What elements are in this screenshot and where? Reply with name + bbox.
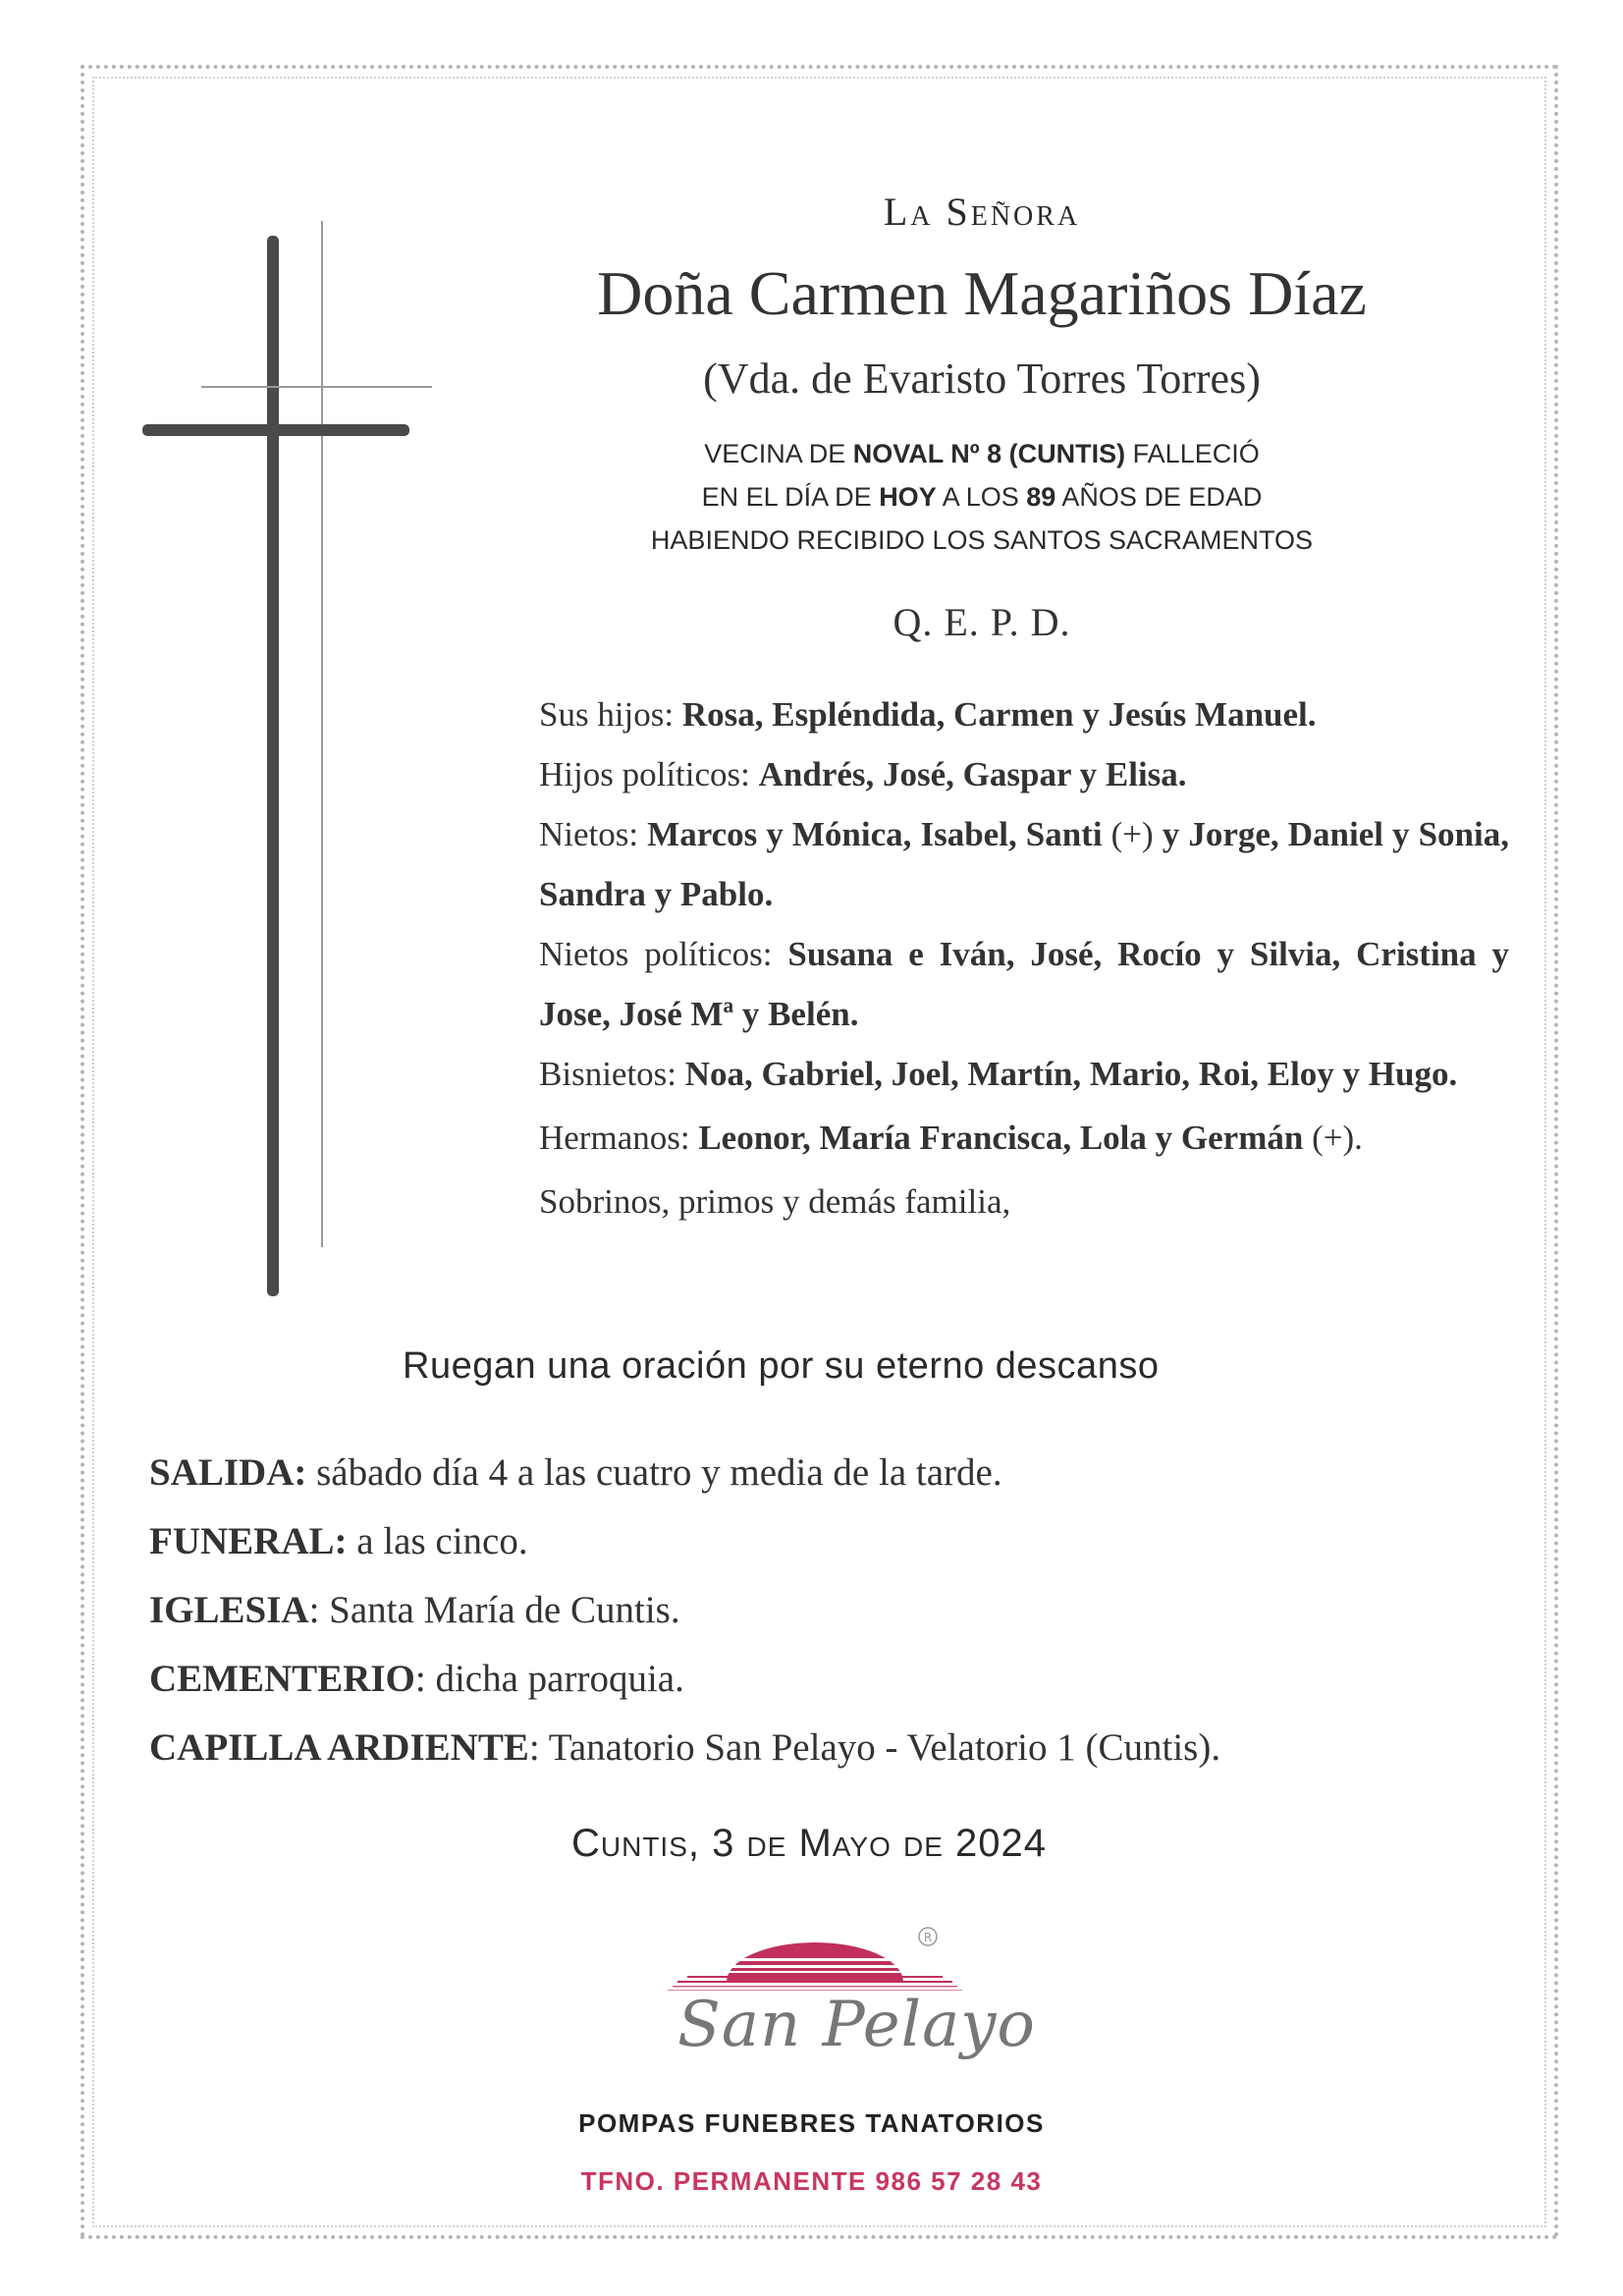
funeral-details [149, 1439, 1426, 1782]
family-list [539, 684, 1509, 1231]
qepd: Q. E. P. D. [893, 600, 1071, 644]
notice-line-1: VECINA DE NOVAL Nº 8 (CUNTIS) FALLECIÓ [704, 439, 1260, 468]
detail-iglesia: IGLESIA: Santa María de Cuntis. [149, 1589, 680, 1631]
cross-icon [137, 221, 442, 1311]
prayer-request: Ruegan una oración por su eterno descanso [403, 1345, 1160, 1387]
family-others: Sobrinos, primos y demás familia, [539, 1182, 1011, 1221]
detail-funeral: FUNERAL: a las cinco. [149, 1520, 528, 1562]
family-nietos-politicos: Nietos políticos: Susana e Iván, José, Rocío y Silvia, Cristina y Jose, José Mª y Belén. [539, 935, 1510, 1033]
widow-of: (Vda. de Evaristo Torres Torres) [703, 355, 1261, 403]
registered-mark: R [923, 1931, 933, 1944]
notice-line-3: HABIENDO RECIBIDO LOS SANTOS SACRAMENTOS [650, 525, 1314, 555]
company-name: POMPAS FUNEBRES TANATORIOS [578, 2108, 1045, 2138]
detail-cementerio: CEMENTERIO: dicha parroquia. [149, 1658, 684, 1700]
title-prefix: La Señora [883, 190, 1081, 234]
detail-capilla: CAPILLA ARDIENTE: Tanatorio San Pelayo - Velatorio 1 (Cuntis). [149, 1726, 1221, 1769]
date-place: Cuntis, 3 de Mayo de 2024 [571, 1822, 1047, 1865]
company-phone: TFNO. PERMANENTE 986 57 28 43 [580, 2166, 1043, 2196]
family-hermanos: Hermanos: Leonor, María Francisca, Lola y Germán (+). [539, 1119, 1363, 1157]
detail-salida: SALIDA: sábado día 4 a las cuatro y media de la tarde. [149, 1451, 1002, 1494]
deceased-name: Doña Carmen Magariños Díaz [597, 258, 1367, 328]
family-hijos: Sus hijos: Rosa, Espléndida, Carmen y Jesús Manuel. [539, 695, 1317, 734]
notice-text [530, 432, 1434, 562]
family-nietos: Nietos: Marcos y Mónica, Isabel, Santi (+) y Jorge, Daniel y Sonia, Sandra y Pablo. [539, 815, 1509, 913]
notice-line-2: EN EL DÍA DE HOY A LOS 89 AÑOS DE EDAD [701, 482, 1263, 512]
company-logo-text: San Pelayo [677, 1989, 1036, 2061]
family-hijos-politicos: Hijos políticos: Andrés, José, Gaspar y Elisa. [539, 755, 1187, 793]
family-bisnietos: Bisnietos: Noa, Gabriel, Joel, Martín, Mario, Roi, Eloy y Hugo. [539, 1055, 1458, 1093]
